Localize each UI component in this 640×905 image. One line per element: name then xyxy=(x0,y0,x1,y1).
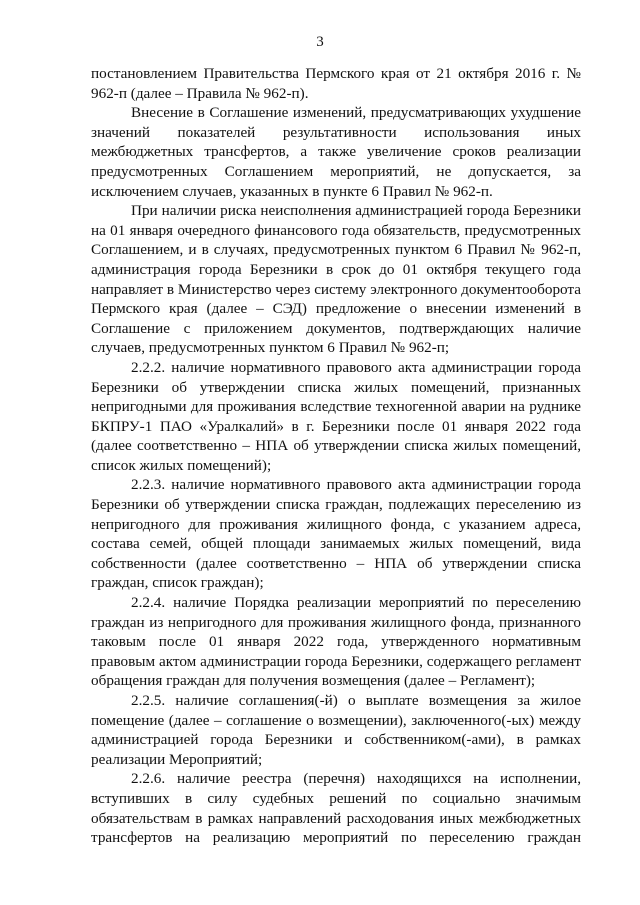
paragraph-risk: При наличии риска неисполнения администрацией города Березники на 01 января очередного финансового года обязательств, предусмотренных Соглашением, и в случаях, предусмотренных пунктом 6 Правил № 962-п, администрация города Березники в срок до 01 октября текущего года направляет в Министерство через систему электронного документооборота Пермского края (далее – СЭД) предложение о внесении изменений в Соглашение с приложением документов, подтверждающих наличие случаев, предусмотренных пунктом 6 Правил № 962-п; xyxy=(91,202,581,357)
paragraph-2-2-3: 2.2.3. наличие нормативного правового акта администрации города Березники об утверждении списка граждан, подлежащих переселению из непригодного для проживания жилищного фонда, с указанием адреса, состава семей, общей площади занимаемых жилых помещений, вида собственности (далее соответственно – НПА об утверждении списка граждан, список граждан); xyxy=(91,476,581,592)
paragraph-amendments: Внесение в Соглашение изменений, предусматривающих ухудшение значений показателей результативности использования иных межбюджетных трансфертов, а также увеличение сроков реализации предусмотренных Соглашением мероприятий, не допускается, за исключением случаев, указанных в пункте 6 Правил № 962-п. xyxy=(91,104,581,200)
paragraph-2-2-4: 2.2.4. наличие Порядка реализации мероприятий по переселению граждан из непригодного для проживания жилищного фонда, признанного таковым после 01 января 2022 года, утвержденного нормативным правовым актом администрации города Березники, содержащего регламент обращения граждан для получения возмещения (далее – Регламент); xyxy=(91,594,581,690)
paragraph-continuation: постановлением Правительства Пермского края от 21 октября 2016 г. № 962-п (далее – Правила № 962-п). xyxy=(91,65,581,102)
page-number: 3 xyxy=(316,34,324,50)
paragraph-2-2-6: 2.2.6. наличие реестра (перечня) находящихся на исполнении, вступивших в силу судебных решений по социально значимым обязательствам в рамках направлений расходования иных межбюджетных трансфертов на реализацию мероприятий по переселению граждан xyxy=(91,770,581,847)
paragraph-2-2-2: 2.2.2. наличие нормативного правового акта администрации города Березники об утверждении списка жилых помещений, признанных непригодными для проживания вследствие техногенной аварии на руднике БКПРУ-1 ПАО «Уралкалий» в г. Березники после 01 января 2022 года (далее соответственно – НПА об утверждении списка жилых помещений, список жилых помещений); xyxy=(91,358,581,474)
document-body xyxy=(91,64,581,848)
paragraph-2-2-5: 2.2.5. наличие соглашения(-й) о выплате возмещения за жилое помещение (далее – соглашение о возмещении), заключенного(-ых) между администрацией города Березники и собственником(-ами), в рамках реализации Мероприятий; xyxy=(91,692,581,768)
